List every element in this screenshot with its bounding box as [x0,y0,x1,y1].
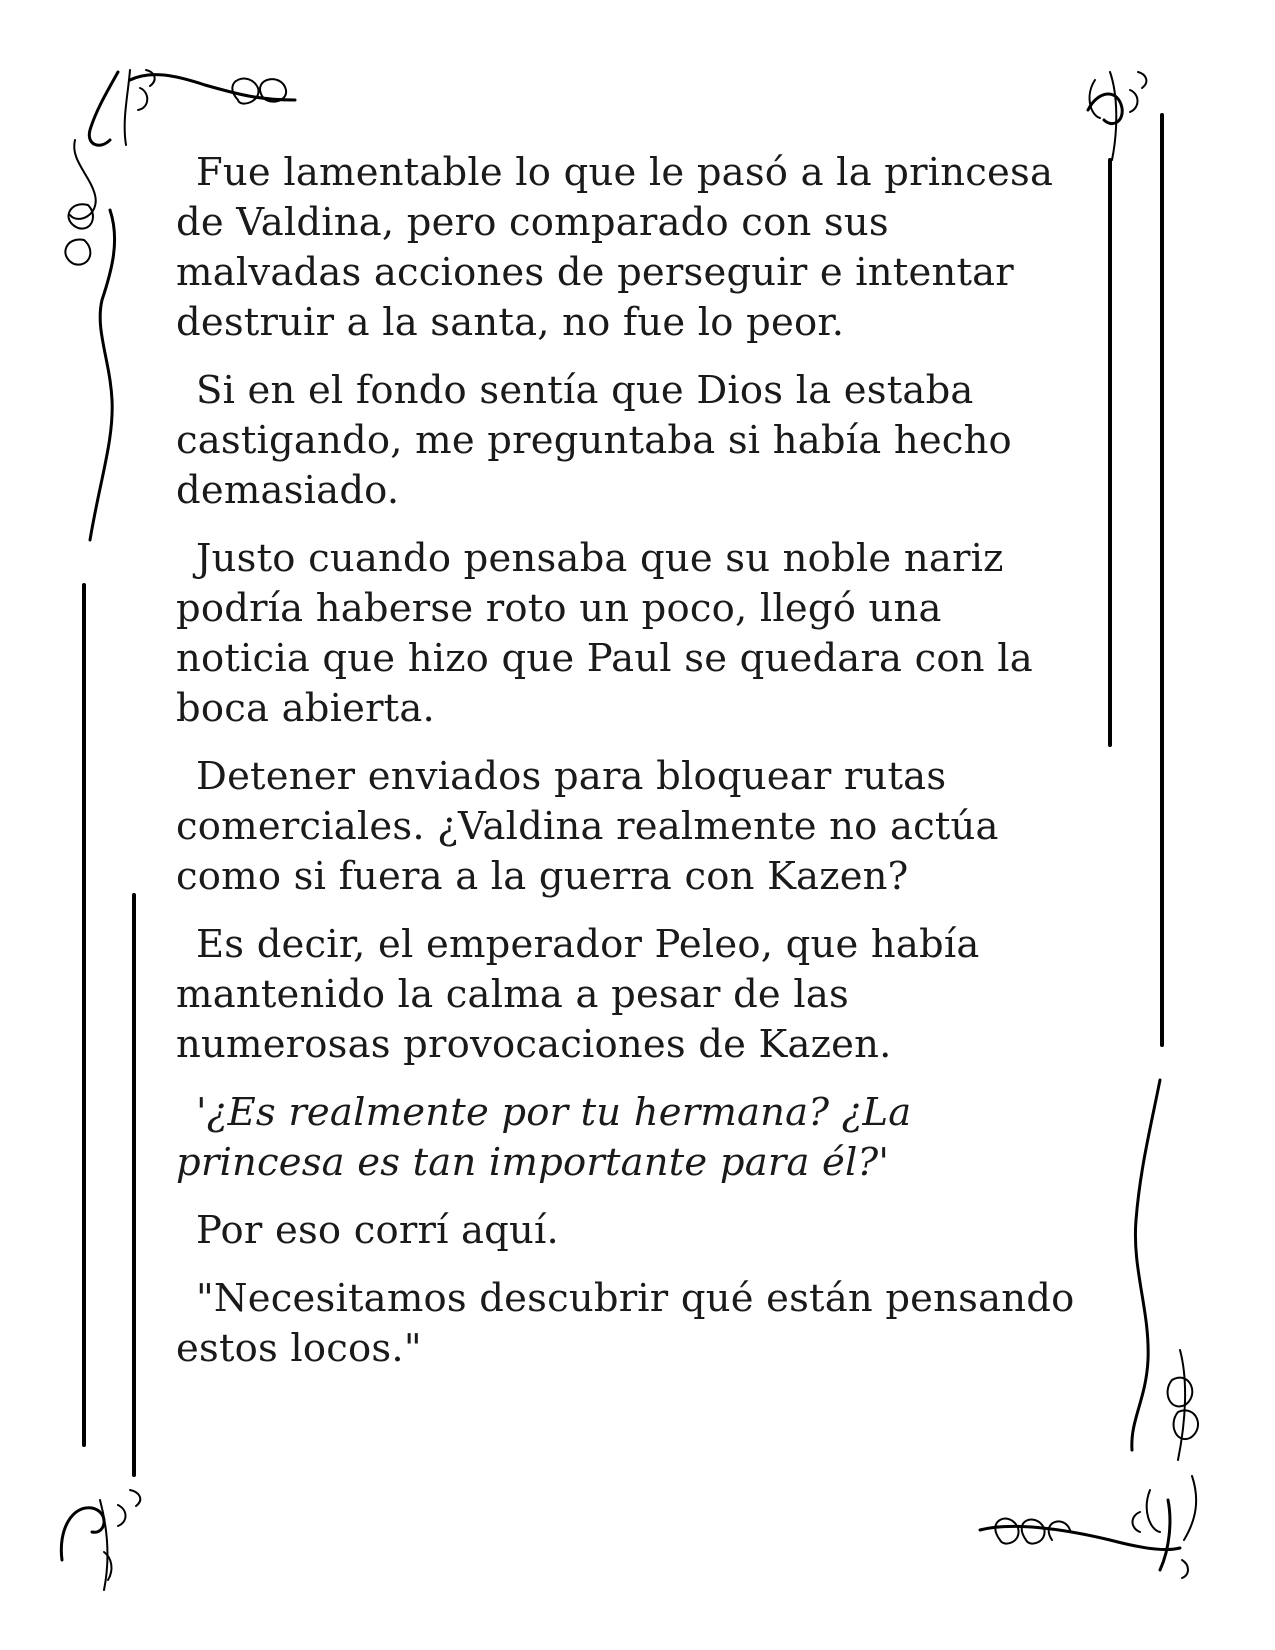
dialogue-paragraph: "Necesitamos descubrir qué están pensando estos locos." [176,1276,1075,1371]
paragraph: Es decir, el emperador Peleo, que había mantenido la calma a pesar de las numerosas provocaciones de Kazen. [176,922,980,1067]
paragraph: Fue lamentable lo que le pasó a la princesa de Valdina, pero comparado con sus malvadas acciones de perseguir e intentar destruir a la santa, no fue lo peor. [176,150,1054,345]
paragraph: Si en el fondo sentía que Dios la estaba castigando, me preguntaba si había hecho demasiado. [176,368,1012,513]
bottom-right-flourish-icon [980,1476,1196,1578]
page-text [176,148,1076,1392]
paragraph: Por eso corrí aquí. [196,1208,559,1253]
bottom-left-flourish-icon [61,1490,140,1590]
right-side-swash-icon [1132,1080,1198,1460]
top-right-flourish-icon [1088,72,1162,1045]
paragraph: Detener enviados para bloquear rutas comerciales. ¿Valdina realmente no actúa como si fuera a la guerra con Kazen? [176,754,999,899]
italic-quote-paragraph: '¿Es realmente por tu hermana? ¿La princesa es tan importante para él?' [176,1090,912,1185]
paragraph: Justo cuando pensaba que su noble nariz podría haberse roto un poco, llegó una noticia que hizo que Paul se quedara con la boca abierta. [176,536,1033,731]
